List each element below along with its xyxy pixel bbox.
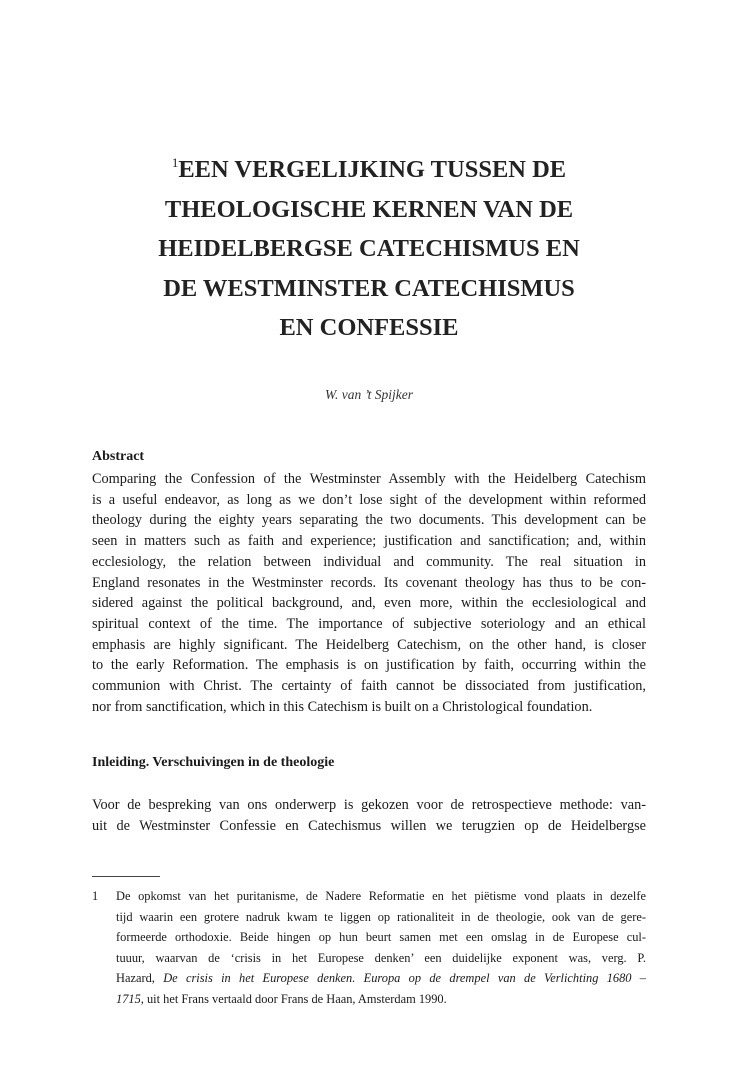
abstract-line: England resonates in the Westminster records. Its covenant theology has thus to be con- bbox=[92, 574, 646, 591]
author-name: W. van ’t Spijker bbox=[325, 387, 413, 402]
footnote-author: Hazard, bbox=[116, 971, 164, 985]
footnote-line: tijd waarin een grotere nadruk kwam te liggen op rationaliteit in de theologie, ook van de gere- bbox=[116, 909, 646, 924]
abstract-line: emphasis are highly significant. The Heidelberg Catechism, on the other hand, is closer bbox=[92, 636, 646, 653]
footnote-line: De opkomst van het puritanisme, de Nadere Reformatie en het piëtisme vond plaats in dezelfe bbox=[116, 889, 646, 903]
footnote-line: tuuur, waarvan de ‘crisis in het Europese denken’ een duidelijke exponent was, verg. P. bbox=[116, 950, 646, 965]
abstract-line: seen in matters such as faith and experience; justification and sanctification; and, within bbox=[92, 533, 646, 550]
title-line: THEOLOGISCHE KERNEN VAN DE bbox=[164, 195, 574, 223]
footnote-publication: uit het Frans vertaald door Frans de Haan, Amsterdam 1990. bbox=[143, 991, 447, 1006]
article-title bbox=[92, 150, 646, 348]
footnote-book-title: De crisis in het Europese denken. Europa op de drempel van de Verlichting 1680 – bbox=[163, 971, 646, 985]
abstract-line: Comparing the Confession of the Westminster Assembly with the Heidelberg Catechism bbox=[92, 471, 646, 487]
abstract-line: sidered against the political background, and, even more, within the ecclesiological and bbox=[92, 595, 646, 612]
footnote-number: 1 bbox=[92, 889, 99, 903]
abstract-text bbox=[92, 469, 646, 717]
title-line: DE WESTMINSTER CATECHISMUS bbox=[163, 274, 575, 302]
title-line: $^1$EEN VERGELIJKING TUSSEN DE bbox=[171, 155, 567, 183]
footnote-line: formeerde orthodoxie. Beide hingen op hun beurt samen met een omslag in de Europese cul- bbox=[116, 930, 646, 944]
body-line: uit de Westminster Confessie en Catechismus willen we terugzien op de Heidelbergse bbox=[92, 817, 646, 834]
abstract-line: is a useful endeavor, as long as we don’t lose sight of the development within reformed bbox=[92, 491, 646, 508]
footnote-divider bbox=[92, 876, 160, 877]
title-footnote-marker[interactable]: 1 bbox=[171, 155, 179, 170]
title-line: HEIDELBERGSE CATECHISMUS EN bbox=[158, 235, 580, 262]
footnote-text bbox=[116, 886, 646, 1009]
footnote-line bbox=[116, 968, 646, 989]
abstract-line: spiritual context of the time. The importance of subjective soteriology and an ethical bbox=[92, 615, 646, 632]
abstract-line: nor from sanctification, which in this Catechism is built on a Christological foundation. bbox=[92, 698, 593, 715]
footnote-book-title-end: 1715, bbox=[116, 991, 144, 1006]
body-line: Voor de bespreking van ons onderwerp is gekozen voor de retrospectieve methode: van- bbox=[92, 797, 646, 813]
abstract-line: ecclesiology, the relation between individual and community. The real situation in bbox=[92, 553, 646, 570]
abstract-line: theology during the eighty years separating the two documents. This development can be bbox=[92, 512, 646, 529]
abstract-line: to the early Reformation. The emphasis is on justification by faith, occurring within the bbox=[92, 657, 646, 674]
abstract-heading: Abstract bbox=[92, 449, 145, 464]
footnote-line bbox=[116, 989, 646, 1010]
section-text bbox=[92, 795, 646, 836]
title-line: EN CONFESSIE bbox=[279, 314, 459, 341]
section-heading: Inleiding. Verschuivingen in de theologie bbox=[92, 755, 335, 770]
abstract-line: communion with Christ. The certainty of faith cannot be dissociated from justification, bbox=[92, 678, 646, 695]
